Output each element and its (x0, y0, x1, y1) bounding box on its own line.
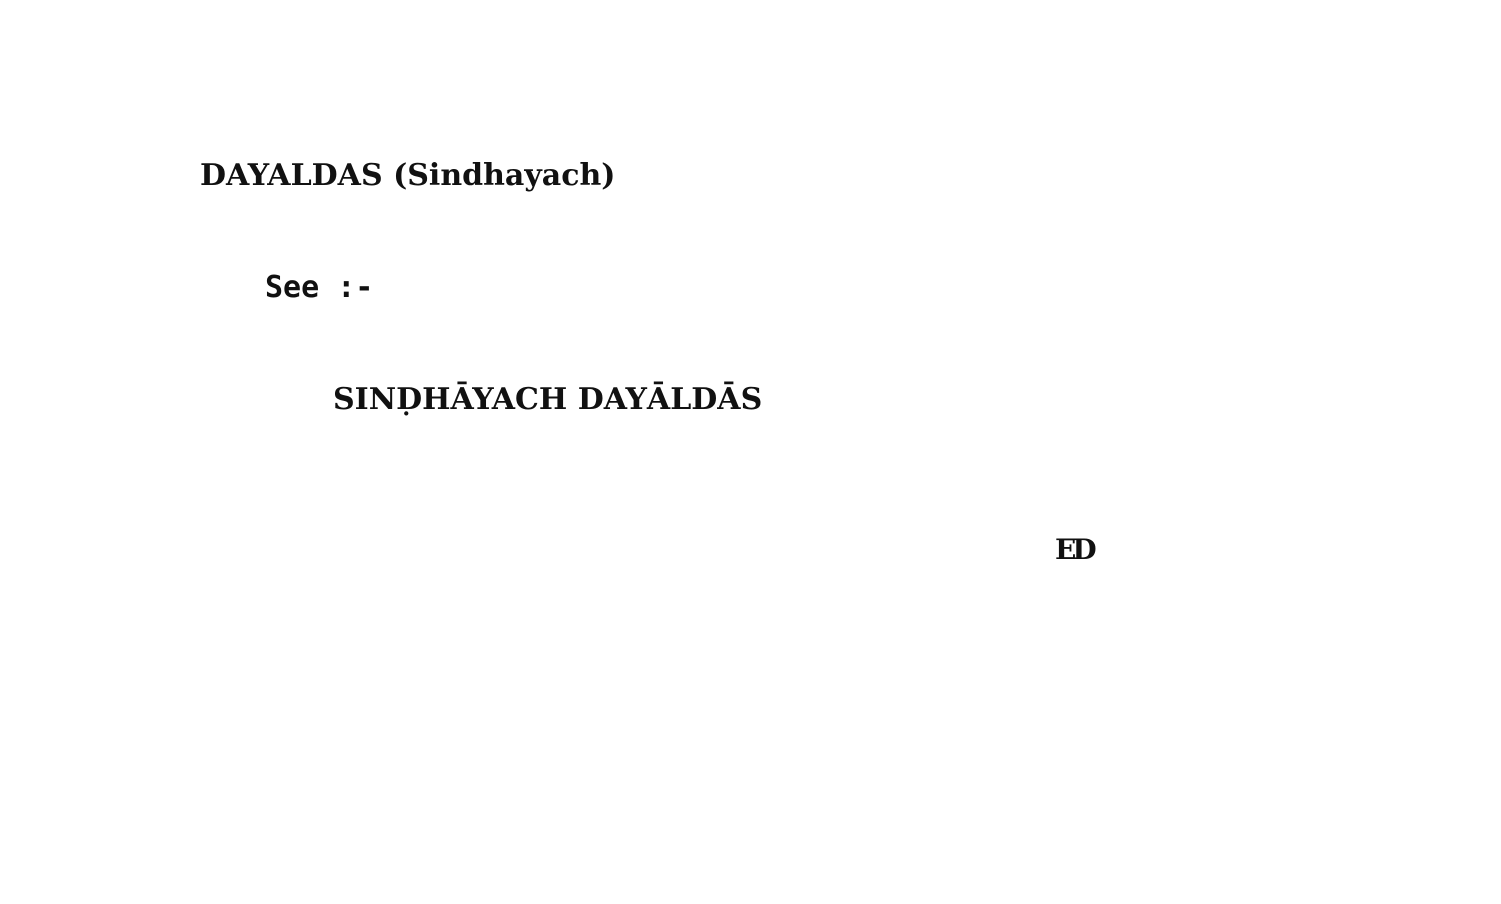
entry-heading: DAYALDAS (Sindhayach) (200, 158, 616, 193)
cataloger-initials: ED (1055, 533, 1093, 566)
cross-reference-entry: SINḌHĀYACH DAYĀLDĀS (333, 382, 763, 417)
see-reference-label: See :- (265, 270, 374, 305)
